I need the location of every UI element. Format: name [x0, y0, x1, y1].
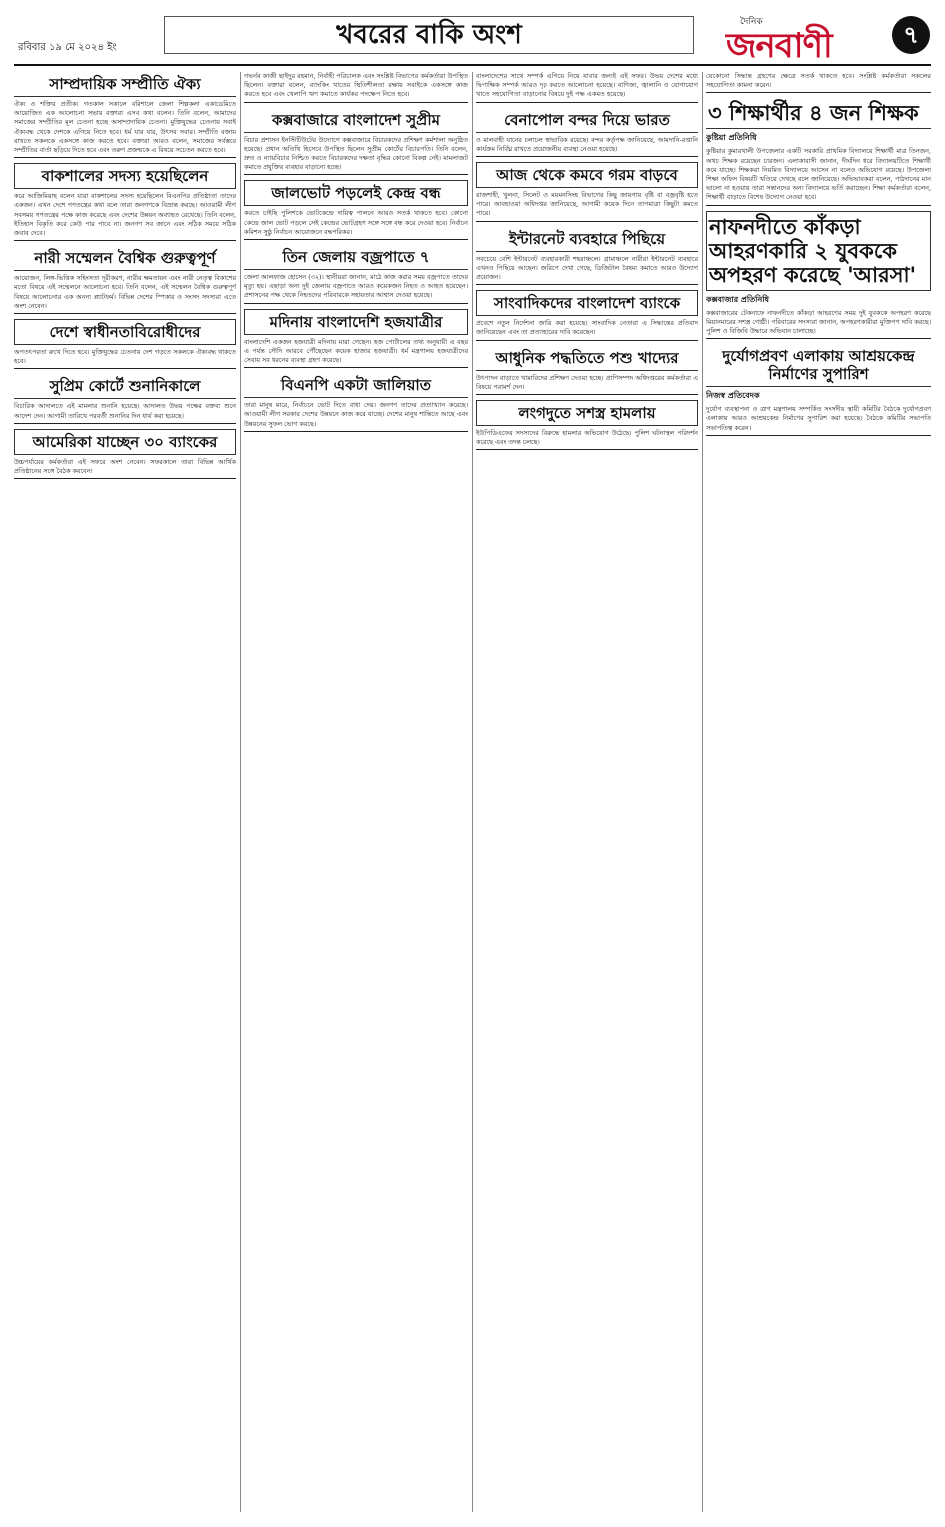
story-body: আয়োজন, লিঙ্গ-ভিত্তিক সহিংসতা দূরীকরণ, নারীর ক্ষমতায়ন এবং নারী নেতৃত্ব বিকাশের মতো বিষয়ে এই সম্মেলনে আলোচনা হবে। তিনি বলেন, এই সম্মেলন বৈশ্বিক গুরুত্বপূর্ণ বিষয়ে আলোচনার এক অনন্য প্ল্যাটফর্ম। বিভিন্ন দেশের স্পিকার ও সংসদ সদস্যরা এতে অংশ নেবেন।: [14, 274, 236, 310]
story-body: ইউপিডিএফের সদস্যদের বিরুদ্ধে হামলার অভিযোগ উঠেছে। পুলিশ ঘটনাস্থল পরিদর্শন করেছে এবং তদন্ত চলছে।: [476, 429, 698, 447]
story-body: অপতৎপরতা রুখে দিতে হবে। মুক্তিযুদ্ধের চেতনায় দেশ গড়তে সকলকে ঐক্যবদ্ধ থাকতে হবে।: [14, 348, 236, 366]
news-story: [476, 346, 698, 395]
story-byline: কুষ্টিয়া প্রতিনিধি: [706, 133, 757, 143]
news-story: [706, 98, 931, 205]
story-headline: আধুনিক পদ্ধতিতে পশু খাদ্যের: [476, 346, 698, 371]
story-headline: মদিনায় বাংলাদেশি হজযাত্রীর: [244, 309, 468, 335]
news-story: [244, 180, 468, 240]
story-headline: বিএনপি একটা জালিয়াত: [244, 373, 468, 398]
news-story: [476, 108, 698, 157]
story-body: রাজশাহী, খুলনা, সিলেট ও ময়মনসিংহ বিভাগের কিছু জায়গায় বৃষ্টি বা বজ্রবৃষ্টি হতে পারে। আবহাওয়া অধিদপ্তর জানিয়েছে, আগামী কয়েক দিনে তাপমাত্রা কিছুটা কমতে পারে।: [476, 191, 698, 218]
column-divider: [702, 72, 703, 1512]
news-story: [14, 374, 236, 423]
story-headline: বেনাপোল বন্দর দিয়ে ভারত: [476, 108, 698, 133]
story-headline: সাংবাদিকদের বাংলাদেশ ব্যাংকে: [476, 290, 698, 316]
news-story: [14, 72, 236, 158]
continued-text: যেকোনো সিদ্ধান্ত গ্রহণের ক্ষেত্রে সতর্ক থাকতে হবে। সংশ্লিষ্ট কর্মকর্তারা সকলের সহযোগিতা কামনা করেন।: [706, 72, 931, 93]
story-headline: ইন্টারনেট ব্যবহারে পিছিয়ে: [476, 227, 698, 252]
news-story: [14, 319, 236, 369]
news-story: [706, 344, 931, 436]
story-body: তারা মানুষ মারে, নির্বাচনে ভোট দিতে বাধা দেয়। জনগণ তাদের প্রত্যাখ্যান করেছে। আওয়ামী লীগ সরকার দেশের উন্নয়নে কাজ করে যাচ্ছে। দেশের মানুষ শান্তিতে আছে এবং উন্নয়নের সুফল ভোগ করছে।: [244, 401, 468, 428]
newspaper-logo: [726, 12, 891, 66]
story-body: ও মালবাহী যানের চলাচল স্বাভাবিক রয়েছে। বন্দর কর্তৃপক্ষ জানিয়েছে, আমদানি-রপ্তানি কার্যক্রম নির্বিঘ্ন রাখতে প্রয়োজনীয় ব্যবস্থা নেওয়া হয়েছে।: [476, 135, 698, 153]
column-divider: [472, 72, 473, 1512]
story-headline: দেশে স্বাধীনতাবিরোধীদের: [14, 319, 236, 345]
story-body: বিচার প্রশাসন ইনস্টিটিউটের উদ্যোগে কক্সবাজারে বিচারকদের প্রশিক্ষণ কর্মশালা অনুষ্ঠিত হয়েছে। প্রধান অতিথি হিসেবে উপস্থিত ছিলেন সুপ্রীম কোর্টের বিচারপতি। তিনি বলেন, দ্রুত ও ন্যায়বিচার নিশ্চিত করতে বিচারকদের দক্ষতা বৃদ্ধির কোনো বিকল্প নেই। মামলাজট কমাতে প্রযুক্তির ব্যবহার বাড়ানো হচ্ছে।: [244, 135, 468, 172]
story-body: দুর্যোগ ব্যবস্থাপনা ও ত্রাণ মন্ত্রণালয় সম্পর্কিত সংসদীয় স্থায়ী কমিটির বৈঠকে দুর্যোগপ্রবণ এলাকায় আরও আশ্রয়কেন্দ্র নির্মাণের সুপারিশ করা হয়েছে। বৈঠকে কমিটির সভাপতি সভাপতিত্ব করেন।: [706, 405, 931, 432]
story-headline: নাফনদীতে কাঁকড়া আহরণকারি ২ যুবককে অপহরণ করেছে 'আরসা': [706, 211, 931, 291]
news-story: [706, 211, 931, 340]
story-headline: ৩ শিক্ষার্থীর ৪ জন শিক্ষক: [706, 98, 931, 129]
issue-date: রবিবার ১৯ মে ২০২৪ ইং: [18, 42, 117, 53]
story-body: প্রবেশে নতুন নির্দেশনা জারি করা হয়েছে। সাংবাদিক নেতারা এ সিদ্ধান্তের প্রতিবাদ জানিয়েছেন এবং তা প্রত্যাহারের দাবি করেছেন।: [476, 319, 698, 337]
news-story: [244, 373, 468, 432]
story-body: বিচারিক আদালতে এই মামলার শুনানি হয়েছে। আদালত উভয় পক্ষের বক্তব্য শুনে আদেশ দেন। আগামী তারিখে পরবর্তী শুনানির দিন ধার্য করা হয়েছে।: [14, 402, 236, 420]
news-story: [244, 309, 468, 369]
story-headline: সুপ্রিম কোর্টে শুনানিকালে: [14, 374, 236, 399]
column-3: [476, 72, 698, 1512]
news-story: [476, 400, 698, 450]
story-body: সবচেয়ে বেশি ইন্টারনেট ব্যবহারকারী শহরাঞ্চলে। গ্রামাঞ্চলে নারীরা ইন্টারনেট ব্যবহারে এখনও পিছিয়ে আছেন। জরিপে দেখা গেছে, ডিজিটাল বৈষম্য কমাতে আরও উদ্যোগ প্রয়োজন।: [476, 254, 698, 282]
story-body: বাংলাদেশি একজন হজযাত্রী মদিনায় মারা গেছেন। হজ পোর্টালের তথ্য অনুযায়ী এ বছর এ পর্যন্ত সৌদি আরবে পৌঁছেছেন কয়েক হাজার হজযাত্রী। ধর্ম মন্ত্রণালয় হজযাত্রীদের সেবায় সব ধরনের ব্যবস্থা গ্রহণ করেছে।: [244, 337, 468, 365]
story-body: উৎপাদন বাড়াতে খামারিদের প্রশিক্ষণ দেওয়া হচ্ছে। প্রাণিসম্পদ অধিদপ্তরের কর্মকর্তারা এ বিষয়ে পরামর্শ দেন।: [476, 373, 698, 391]
story-byline: কক্সবাজার প্রতিনিধি: [706, 294, 770, 304]
news-story: [14, 163, 236, 241]
masthead: [14, 10, 931, 66]
story-body: জেলা আলফাজ হোসেন (৩২)। স্থানীয়রা জানান, মাঠে কাজ করার সময় বজ্রপাতে তাদের মৃত্যু হয়। এছাড়া অন্য দুই জেলায় বজ্রপাতে আরও কয়েকজন নিহত ও আহত হয়েছেন। প্রশাসনের পক্ষ থেকে নিহতদের পরিবারকে সহায়তার আশ্বাস দেওয়া হয়েছে।: [244, 273, 468, 300]
news-story: [244, 245, 468, 304]
story-body: ঐক্য ও শক্তির প্রতীক। গতকাল সকালে বরিশালে জেলা শিল্পকলা একাডেমিতে আয়োজিত এক আলোচনা সভায় বক্তারা এসব কথা বলেন। তিনি বলেন, আমাদের সমাজের সম্প্রীতির মূল চেতনা হচ্ছে অসাম্প্রদায়িক চেতনা। মুক্তিযুদ্ধের চেতনায় সবাই ঐক্যবদ্ধ থেকে দেশকে এগিয়ে নিতে হবে। ধর্ম যার যার, উৎসব সবার। সম্প্রীতি বজায় রাখতে সকলকে একসঙ্গে কাজ করতে হবে। বক্তারা আরও বলেন, সমাজের সর্বস্তরে সম্প্রীতির বার্তা ছড়িয়ে দিতে হবে এবং তরুণ প্রজন্মকে এ বিষয়ে সচেতন করতে হবে।: [14, 100, 236, 155]
story-headline: আজ থেকে কমবে গরম বাড়বে: [476, 162, 698, 188]
story-byline: নিজস্ব প্রতিবেদক: [706, 391, 760, 401]
story-headline: বাকশালের সদস্য হয়েছিলেন: [14, 163, 236, 189]
story-headline: লংগদুতে সশস্ত্র হামলায়: [476, 400, 698, 426]
news-story: [244, 108, 468, 176]
story-body: উচ্চপর্যায়ের কর্মকর্তারা এই সফরে অংশ নেবেন। সফরকালে তারা বিভিন্ন আর্থিক প্রতিষ্ঠানের সঙ্গে বৈঠক করবেন।: [14, 457, 236, 476]
story-body: কুষ্টিয়ার কুমারখালী উপজেলার একটি সরকারি প্রাথমিক বিদ্যালয়ে শিক্ষার্থী মাত্র তিনজন, অথচ শিক্ষক রয়েছেন চারজন। এলাকাবাসী জানান, দীর্ঘদিন ধরে বিদ্যালয়টিতে শিক্ষার্থী কমে যাচ্ছে। শিক্ষকরা নিয়মিত বিদ্যালয়ে আসেন না বলেও অভিযোগ রয়েছে। উপজেলা শিক্ষা অফিস বিষয়টি খতিয়ে দেখছে বলে জানিয়েছে। অভিভাবকরা বলেন, পাঠদানের মান ভালো না হওয়ায় তারা সন্তানদের অন্য বিদ্যালয়ে ভর্তি করাচ্ছেন। শিক্ষা কর্মকর্তারা বলেন, শিক্ষার্থী বাড়াতে বিশেষ উদ্যোগ নেওয়া হবে।: [706, 147, 931, 202]
news-story: [476, 290, 698, 340]
page-number: ৭: [892, 16, 930, 54]
logo-name: জনবাণী: [726, 26, 832, 66]
continued-text: গভর্নর কাজী ছাইদুর রহমান, নির্বাহী পরিচালক এবং সংশ্লিষ্ট বিভাগের কর্মকর্তারা উপস্থিত ছিলেন। বক্তারা বলেন, ব্যাংকিং খাতের স্থিতিশীলতা রক্ষায় সবাইকে একসঙ্গে কাজ করতে হবে এবং খেলাপি ঋণ কমাতে কার্যকর পদক্ষেপ নিতে হবে।: [244, 72, 468, 103]
column-1: [14, 72, 236, 1512]
news-story: [14, 429, 236, 479]
story-headline: কক্সবাজারে বাংলাদেশ সুপ্রীম: [244, 108, 468, 133]
logo-prefix: দৈনিক: [740, 17, 763, 27]
story-body: করতে চাইছি পুলিশকে ভোটকেন্দ্রে দায়িত্ব পালনে আরও সতর্ক থাকতে হবে। কোনো কেন্দ্রে জাল ভোট পড়লে সেই কেন্দ্রের ভোটগ্রহণ সঙ্গে সঙ্গে বন্ধ করে দেওয়া হবে। নির্বাচন কমিশন সুষ্ঠু নির্বাচন আয়োজনে বদ্ধপরিকর।: [244, 209, 468, 236]
news-story: [14, 246, 236, 314]
story-body: কক্সবাজারের টেকনাফে নাফনদীতে কাঁকড়া আহরণের সময় দুই যুবককে অপহরণ করেছে মিয়ানমারের সশস্ত্র গোষ্ঠী। পরিবারের সদস্যরা জানান, অপহরণকারীরা মুক্তিপণ দাবি করছে। পুলিশ ও বিজিবি উদ্ধারে অভিযান চালাচ্ছে।: [706, 308, 931, 336]
newspaper-page: [14, 10, 931, 1517]
section-title: খবরের বাকি অংশ: [164, 16, 694, 54]
story-headline: জালভোট পড়লেই কেন্দ্র বন্ধ: [244, 180, 468, 206]
column-4: [706, 72, 931, 1512]
story-headline: দুর্যোগপ্রবণ এলাকায় আশ্রয়কেন্দ্র নির্মাণের সুপারিশ: [706, 344, 931, 387]
story-headline: সাম্প্রদায়িক সম্প্রীতি ঐক্য: [14, 72, 236, 97]
story-headline: আমেরিকা যাচ্ছেন ৩০ ব্যাংকের: [14, 429, 236, 455]
news-story: [476, 162, 698, 222]
story-headline: নারী সম্মেলন বৈশ্বিক গুরুত্বপূর্ণ: [14, 246, 236, 271]
continued-text: বাংলাদেশের সাথে সম্পর্ক এগিয়ে নিয়ে যাবার জন্যই এই সফর। উভয় দেশের মধ্যে দ্বিপাক্ষিক সম্পর্ক আরও দৃঢ় করতে আলোচনা হয়েছে। বাণিজ্য, জ্বালানি ও যোগাযোগ খাতে সহযোগিতা বাড়ানোর বিষয়ে দুই পক্ষ একমত হয়েছে।: [476, 72, 698, 103]
story-headline: তিন জেলায় বজ্রপাতে ৭: [244, 245, 468, 270]
column-2: [244, 72, 468, 1512]
story-body: করে আজিমিয়াহ বলেন যারা বাকশালের সদস্য হয়েছিলেন বিএনপির প্রতিষ্ঠাতা তাদের একজন। এখন দেশে গণতন্ত্রের কথা বলে তারা জনগণকে বিভ্রান্ত করছে। আওয়ামী লীগ সবসময় গণতন্ত্রের পক্ষে কাজ করেছে এবং দেশের উন্নয়ন অব্যাহত রেখেছে। তিনি বলেন, ইতিহাস বিকৃতি করে কেউ পার পাবে না। জনগণ সব জানে এবং সঠিক সময়ে সঠিক জবাব দেবে।: [14, 192, 236, 238]
column-divider: [240, 72, 241, 1512]
news-story: [476, 227, 698, 286]
